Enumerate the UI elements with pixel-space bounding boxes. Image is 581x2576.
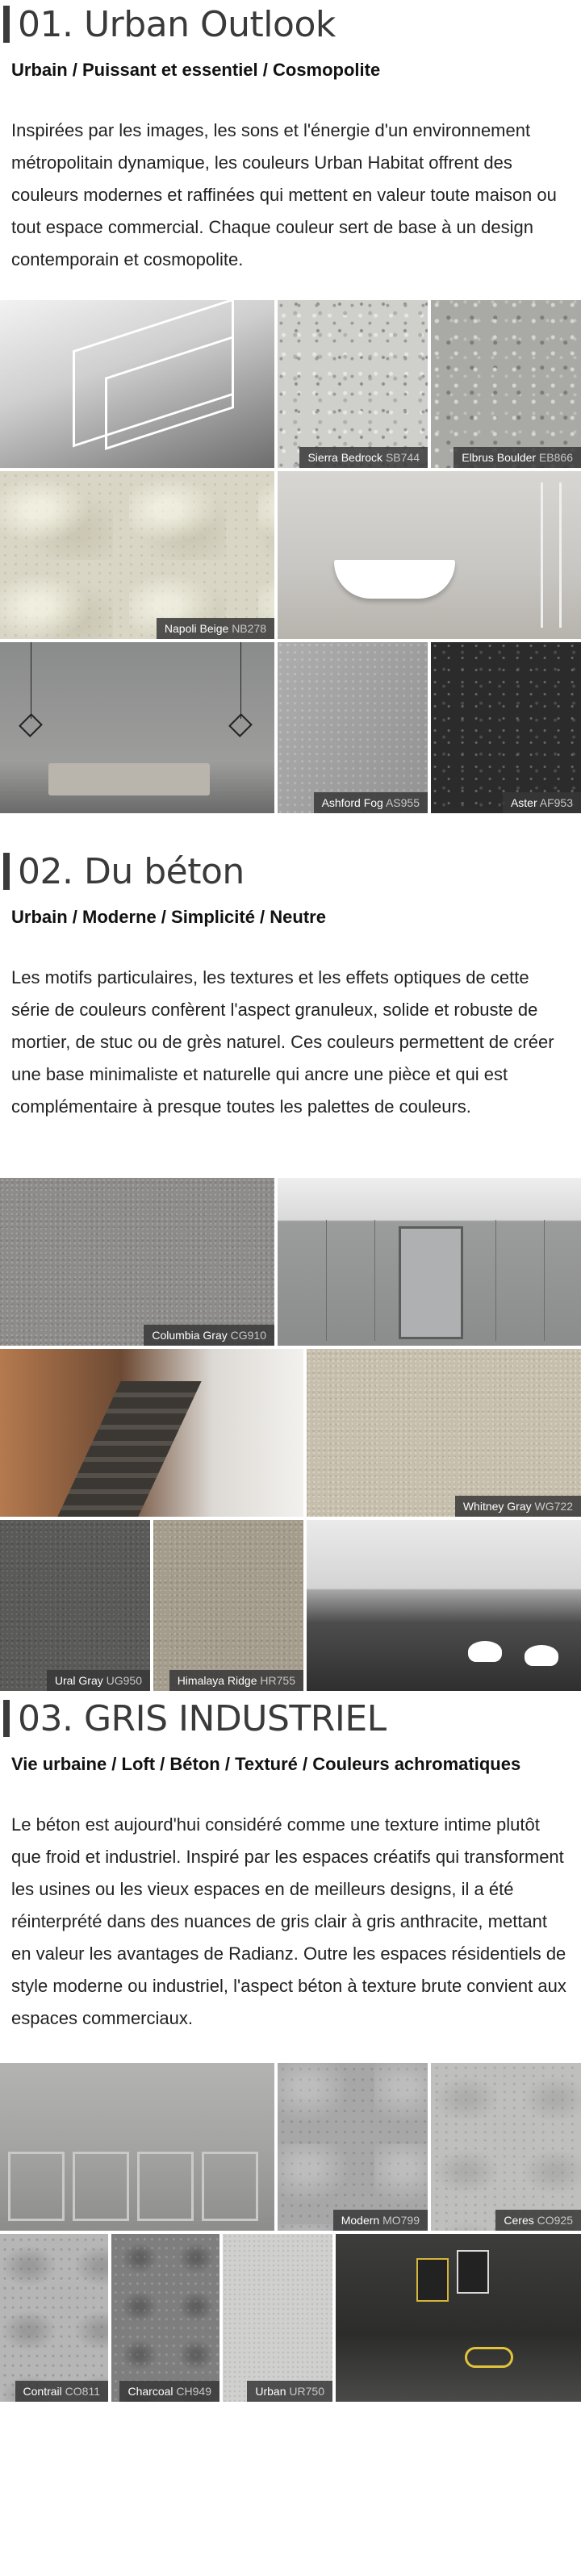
section-subtitle: Vie urbaine / Loft / Béton / Texturé / Couleurs achromatiques (11, 1754, 521, 1774)
living-room-photo (0, 642, 274, 813)
swatch-caption (503, 792, 581, 813)
section-subtitle: Urbain / Moderne / Simplicité / Neutre (11, 907, 326, 927)
swatch-caption (157, 618, 274, 639)
swatch-aster[interactable] (431, 642, 581, 813)
swatch-name: Ural Gray (54, 1674, 103, 1687)
swatch-ural-gray[interactable] (0, 1520, 150, 1691)
swatch-caption (454, 447, 581, 468)
swatch-code: CO925 (537, 2214, 573, 2227)
elevator-lobby-photo (278, 1178, 581, 1346)
swatch-code: CO811 (65, 2385, 100, 2398)
swatch-caption (455, 1496, 581, 1517)
swatch-urban[interactable] (223, 2234, 332, 2402)
kitchen-photo (307, 1520, 581, 1691)
swatch-caption (299, 447, 428, 468)
swatch-name: Ashford Fog (321, 796, 383, 809)
swatch-name: Sierra Bedrock (307, 451, 383, 464)
section-title (0, 847, 581, 896)
section-du-beton (0, 847, 581, 1694)
swatch-code: HR755 (260, 1674, 295, 1687)
swatch-caption (47, 1670, 150, 1691)
swatch-name: Columbia Gray (152, 1329, 228, 1342)
paneled-wall-photo (0, 2063, 274, 2231)
swatch-code: UR750 (289, 2385, 324, 2398)
swatch-name: Contrail (23, 2385, 62, 2398)
bedroom-photo (336, 2234, 581, 2402)
swatch-contrail[interactable] (0, 2234, 108, 2402)
swatch-charcoal[interactable] (111, 2234, 219, 2402)
section-title (0, 1694, 581, 1743)
swatch-caption (119, 2381, 219, 2402)
swatch-napoli-beige[interactable] (0, 471, 274, 639)
section-description: Le béton est aujourd'hui considéré comme une texture intime plutôt que froid et industriel. Inspiré par les espaces créatifs qui transforment les usines ou les vieux espaces en de meilleurs designs, il a été réinterprété dans des nuances de gris clair à gris anthracite, mettant en valeur les avantages de Radianz. Outre les espaces résidentiels de style moderne ou industriel, l'aspect béton à texture brute convient aux espaces commerciaux. (11, 1814, 566, 2028)
swatch-modern[interactable] (278, 2063, 428, 2231)
swatch-name: Himalaya Ridge (177, 1674, 257, 1687)
swatch-code: SB744 (385, 451, 420, 464)
swatch-name: Elbrus Boulder (462, 451, 537, 464)
swatch-code: UG950 (106, 1674, 142, 1687)
title-bar-marker (3, 853, 10, 890)
swatch-code: AS955 (385, 796, 420, 809)
bathroom-photo (278, 471, 581, 639)
section-subtitle: Urbain / Puissant et essentiel / Cosmopolite (11, 60, 381, 80)
title-bar-marker (3, 1700, 10, 1737)
swatch-name: Aster (510, 796, 537, 809)
swatch-name: Ceres (504, 2214, 534, 2227)
section-title-text: 01. Urban Outlook (18, 3, 336, 45)
swatch-code: WG722 (534, 1500, 573, 1513)
swatch-gallery (0, 2063, 581, 2576)
swatch-code: CG910 (230, 1329, 266, 1342)
swatch-ceres[interactable] (431, 2063, 581, 2231)
swatch-caption (144, 1325, 274, 1346)
section-title (0, 0, 581, 48)
section-urban-outlook (0, 0, 581, 847)
swatch-caption (333, 2210, 428, 2231)
swatch-whitney-gray[interactable] (307, 1349, 581, 1517)
swatch-gallery (0, 1178, 581, 1691)
swatch-code: EB866 (538, 451, 573, 464)
swatch-elbrus-boulder[interactable] (431, 300, 581, 468)
title-bar-marker (3, 6, 10, 43)
swatch-columbia-gray[interactable] (0, 1178, 274, 1346)
swatch-caption (247, 2381, 332, 2402)
swatch-code: AF953 (539, 796, 573, 809)
swatch-name: Modern (341, 2214, 380, 2227)
section-title-text: 02. Du béton (18, 850, 245, 892)
swatch-name: Charcoal (127, 2385, 173, 2398)
swatch-name: Whitney Gray (462, 1500, 532, 1513)
swatch-caption (314, 792, 428, 813)
swatch-caption (495, 2210, 581, 2231)
swatch-code: CH949 (176, 2385, 211, 2398)
swatch-name: Urban (255, 2385, 286, 2398)
swatch-caption (15, 2381, 108, 2402)
section-title-text: 03. GRIS INDUSTRIEL (18, 1697, 387, 1739)
swatch-ashford-fog[interactable] (278, 642, 428, 813)
swatch-gallery (0, 300, 581, 813)
swatch-code: NB278 (232, 622, 266, 635)
swatch-code: MO799 (382, 2214, 420, 2227)
staircase-hall-photo (0, 1349, 303, 1517)
swatch-name: Napoli Beige (164, 622, 229, 635)
swatch-himalaya-ridge[interactable] (153, 1520, 303, 1691)
section-gris-industriel (0, 1694, 581, 2576)
section-description: Les motifs particulaires, les textures et les effets optiques de cette série de couleurs confèrent l'aspect granuleux, solide et robuste de mortier, de stuc ou de grès naturel. Ces couleurs permettent de créer une base minimaliste et naturelle qui ancre une pièce et qui est complémentaire à presque toutes les palettes de couleurs. (11, 967, 554, 1117)
staircase-photo (0, 300, 274, 468)
swatch-caption (169, 1670, 303, 1691)
section-description: Inspirées par les images, les sons et l'énergie d'un environnement métropolitain dynamique, les couleurs Urban Habitat offrent des couleurs modernes et raffinées qui mettent en valeur toute maison ou tout espace commercial. Chaque couleur sert de base à un design contemporain et cosmopolite. (11, 120, 557, 269)
swatch-sierra-bedrock[interactable] (278, 300, 428, 468)
